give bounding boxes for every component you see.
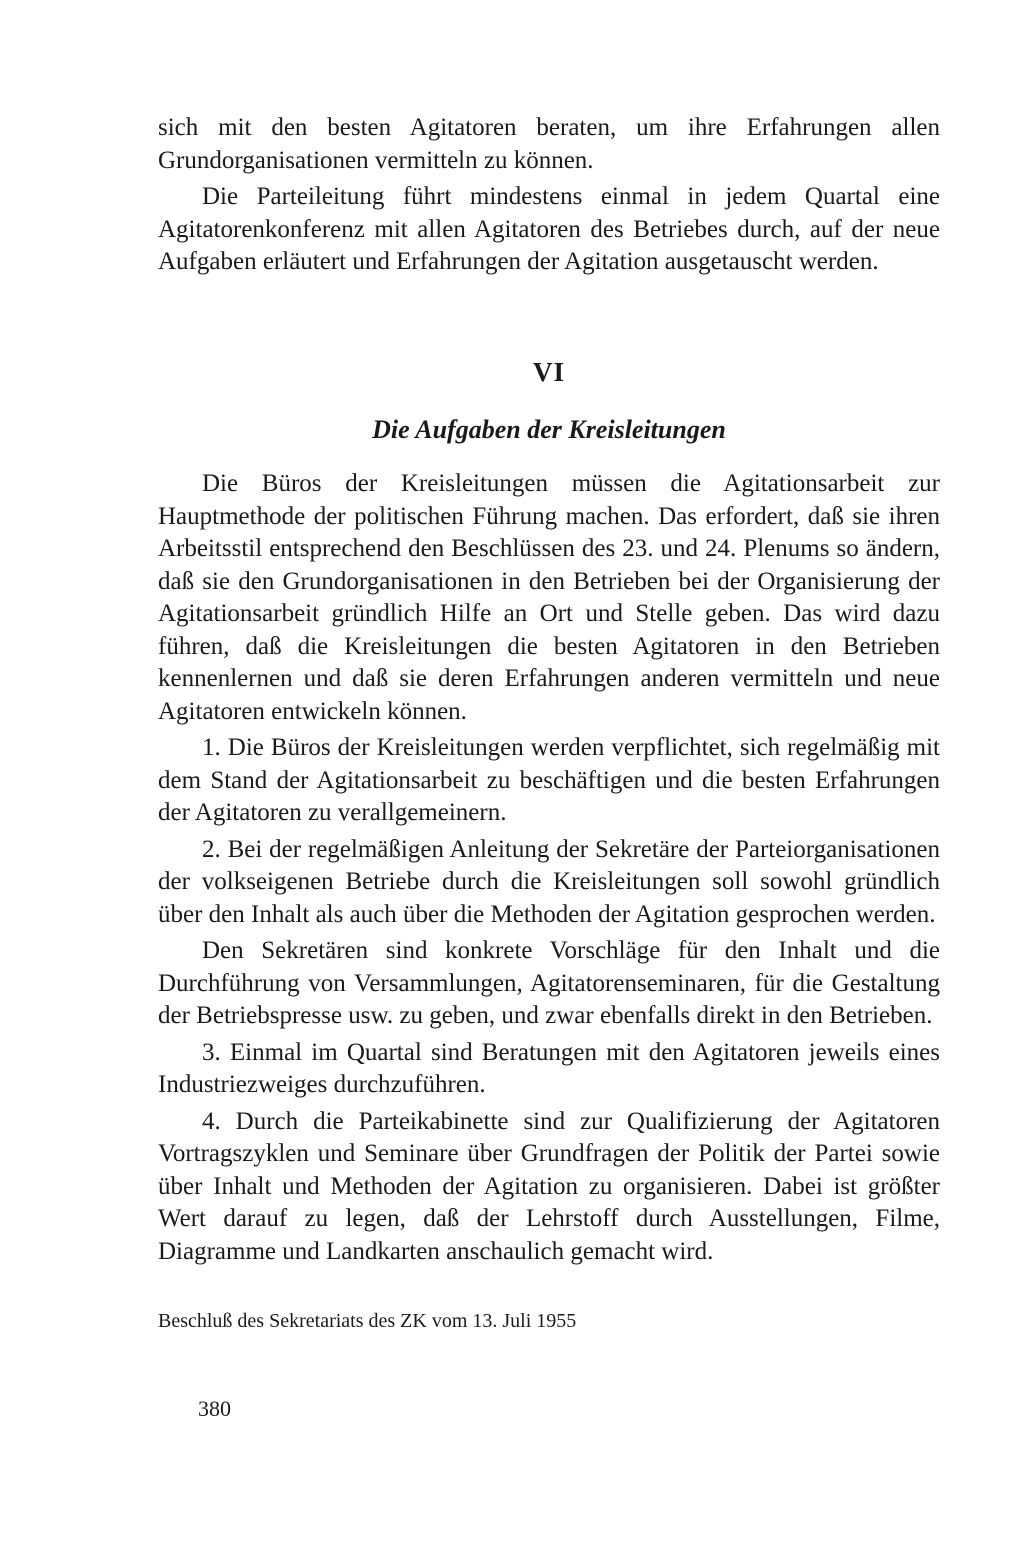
paragraph-item-1: 1. Die Büros der Kreisleitungen werden verpflichtet, sich regelmäßig mit dem Stand der Agitationsarbeit zu beschäftigen und die besten Erfahrungen der Agitatoren zu verallgemeinern. xyxy=(158,734,940,826)
section-body xyxy=(158,468,940,1268)
section-number: VI xyxy=(532,357,565,387)
page-number: 380 xyxy=(198,1396,231,1421)
resolution-signature: Beschluß des Sekretariats des ZK vom 13. Juli 1955 xyxy=(158,1310,577,1332)
paragraph-item-3: 3. Einmal im Quartal sind Beratungen mit den Agitatoren jeweils eines Industriezweiges durchzuführen. xyxy=(158,1038,940,1098)
paragraph-secretaries: Den Sekretären sind konkrete Vorschläge für den Inhalt und die Durchführung von Versammlungen, Agitatorenseminaren, für die Gestaltung der Betriebspresse usw. zu geben, und zwar ebenfalls direkt in den Betrieben. xyxy=(158,937,940,1029)
continued-text-block xyxy=(158,112,940,279)
paragraph-agitator-conference: Die Parteileitung führt mindestens einmal in jedem Quartal eine Agitatorenkonferenz mit allen Agitatoren des Betriebes durch, auf der neue Aufgaben erläutert und Erfahrungen der Agitation ausgetauscht werden. xyxy=(158,183,940,275)
paragraph-item-2: 2. Bei der regelmäßigen Anleitung der Sekretäre der Parteiorganisationen der volkseigenen Betriebe durch die Kreisleitungen soll sowohl gründlich über den Inhalt als auch über die Methoden der Agitation gesprochen werden. xyxy=(158,835,940,928)
paragraph-continued: sich mit den besten Agitatoren beraten, um ihre Erfahrungen allen Grundorganisationen vermitteln zu können. xyxy=(158,114,940,174)
paragraph-intro: Die Büros der Kreisleitungen müssen die Agitationsarbeit zur Hauptmethode der politischen Führung machen. Das erfordert, daß sie ihren Arbeitsstil entsprechend den Beschlüssen des 23. und 24. Plenums so ändern, daß sie den Grundorganisationen in den Betrieben bei der Organisierung der Agitationsarbeit gründlich Hilfe an Ort und Stelle geben. Das wird dazu führen, daß die Kreisleitungen die besten Agitatoren in den Betrieben kennenlernen und daß sie deren Erfahrungen anderen vermitteln und neue Agitatoren entwickeln können. xyxy=(158,470,940,725)
section-title: Die Aufgaben der Kreisleitungen xyxy=(372,415,726,444)
paragraph-item-4: 4. Durch die Parteikabinette sind zur Qualifizierung der Agitatoren Vortragszyklen und Seminare über Grundfragen der Politik der Partei sowie über Inhalt und Methoden der Agitation zu organisieren. Dabei ist größter Wert darauf zu legen, daß der Lehrstoff durch Ausstellungen, Filme, Diagramme und Landkarten anschaulich gemacht wird. xyxy=(158,1107,940,1265)
